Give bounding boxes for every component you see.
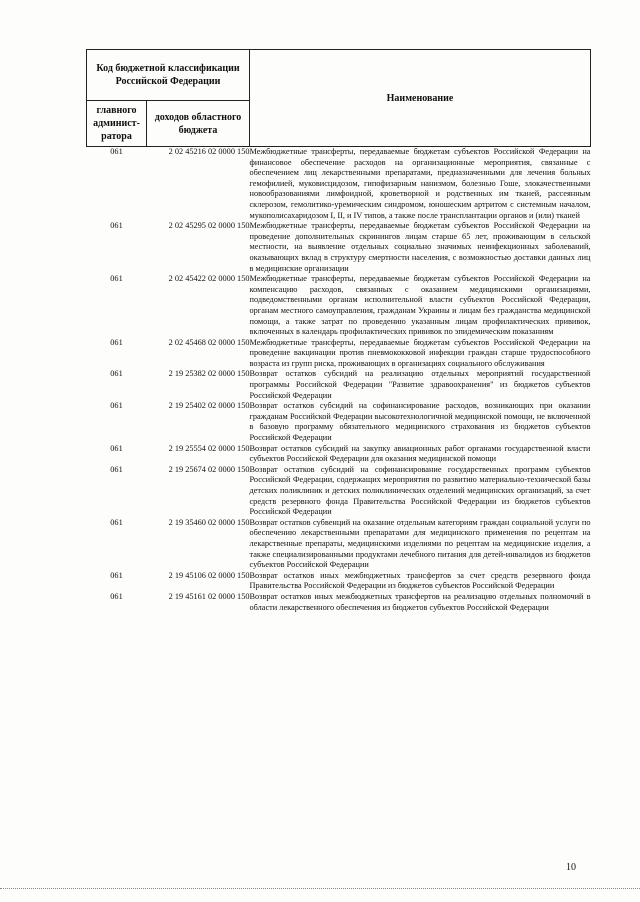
admin-code-cell: 061 xyxy=(110,464,123,474)
admin-code-cell: 061 xyxy=(110,591,123,601)
name-cell: Возврат остатков субвенций на оказание отдельным категориям граждан социальной услуги по обеспечению лекарственными препаратами для медицинского применения по рецептам на лекарственные препараты, медицинскими изделиями по рецептам на медицинские изделия, а также специализированными продуктами лечебного питания для детей-инвалидов из бюджетов субъектов Российской Федерации xyxy=(249,517,591,570)
admin-code-cell: 061 xyxy=(110,570,123,580)
income-code-cell: 2 19 45161 02 0000 150 xyxy=(168,591,250,601)
income-column-header: доходов областного бюджета xyxy=(147,101,250,147)
table-row xyxy=(87,369,591,401)
code-group-header: Код бюджетной классификации Российской Федерации xyxy=(87,50,250,101)
budget-classification-table xyxy=(86,49,591,613)
name-cell: Межбюджетные трансферты, передаваемые бюджетам субъектов Российской Федерации на компенсацию расходов, связанных с оказанием медицинскими организациями, подведомственными органам исполнительной власти субъектов Российской Федерации, органам местного самоуправления, гражданам Украины и лицам без гражданства медицинской помощи, а также затрат по проведению указанным лицам профилактических прививок, включенных в календарь профилактических прививок по эпидемическим показаниям xyxy=(249,274,591,337)
income-code-cell: 2 19 25674 02 0000 150 xyxy=(168,464,250,474)
table-row xyxy=(87,147,591,222)
table-row xyxy=(87,592,591,613)
income-code-cell: 2 02 45422 02 0000 150 xyxy=(168,274,250,284)
admin-code-cell: 061 xyxy=(110,401,123,411)
name-cell: Межбюджетные трансферты, передаваемые бюджетам субъектов Российской Федерации на проведение дополнительных скринингов лицам старше 65 лет, проживающим в сельской местности, на выявление отдельных социально значимых неинфекционных заболеваний, оказывающих вклад в структуру смертности населения, с возможностью доставки данных лиц в медицинские организации xyxy=(249,221,591,273)
table-row xyxy=(87,401,591,443)
table-row xyxy=(87,221,591,274)
admin-code-cell: 061 xyxy=(110,274,123,284)
admin-code-cell: 061 xyxy=(110,517,123,527)
income-code-cell: 2 19 25382 02 0000 150 xyxy=(168,369,250,379)
bottom-divider xyxy=(0,888,640,889)
admin-code-cell: 061 xyxy=(110,147,123,156)
table-row xyxy=(87,571,591,592)
page-number: 10 xyxy=(566,862,576,873)
admin-code-cell: 061 xyxy=(110,369,123,379)
name-cell: Возврат остатков субсидий на реализацию отдельных мероприятий государственной программы Российской Федерации "Развитие здравоохранения" из бюджетов субъектов Российской Федерации xyxy=(249,369,591,400)
table-row xyxy=(87,465,591,518)
admin-code-cell: 061 xyxy=(110,443,123,453)
table-row xyxy=(87,274,591,338)
income-code-cell: 2 02 45295 02 0000 150 xyxy=(168,221,250,231)
income-code-cell: 2 02 45468 02 0000 150 xyxy=(168,337,250,347)
name-cell: Межбюджетные трансферты, передаваемые бюджетам субъектов Российской Федерации на финансовое обеспечение расходов на организационные мероприятия, связанные с обеспечением лиц лекарственными препаратами, предназначенными для лечения больных гемофилией, муковисцидозом, гипофизарным нанизмом, болезнью Гоше, злокачественными новообразованиями лимфоидной, кроветворной и родственных им тканей, рассеянным склерозом, гемолитико-уремическим синдромом, юношеским артритом с системным началом, мукополисахаридозом I, II, и IV типов, а также после трансплантации органов и (или) тканей xyxy=(249,147,591,220)
admin-code-cell: 061 xyxy=(110,221,123,231)
name-cell: Возврат остатков иных межбюджетных трансфертов на реализацию отдельных полномочий в области лекарственного обеспечения из бюджетов субъектов Российской Федерации xyxy=(249,591,591,612)
table-row xyxy=(87,338,591,370)
income-code-cell: 2 02 45216 02 0000 150 xyxy=(168,147,250,156)
income-code-cell: 2 19 45106 02 0000 150 xyxy=(168,570,250,580)
name-cell: Возврат остатков субсидий на закупку авиационных работ органами государственной власти субъектов Российской Федерации для оказания медицинской помощи xyxy=(249,443,591,464)
name-cell: Возврат остатков субсидий на софинансирование государственных программ субъектов Российской Федерации, содержащих мероприятия по развитию материально-технической базы детских поликлиник и детских поликлинических отделений медицинских организаций, за счет средств резервного фонда Правительства Российской Федерации из бюджетов субъектов Российской Федерации xyxy=(249,464,591,517)
income-code-cell: 2 19 25402 02 0000 150 xyxy=(168,401,250,411)
income-code-cell: 2 19 35460 02 0000 150 xyxy=(168,517,250,527)
name-cell: Возврат остатков иных межбюджетных трансфертов за счет средств резервного фонда Правительства Российской Федерации из бюджетов субъектов Российской Федерации xyxy=(249,570,591,591)
name-column-header: Наименование xyxy=(250,50,591,147)
name-cell: Возврат остатков субсидий на софинансирование расходов, возникающих при оказании гражданам Российской Федерации высокотехнологичной медицинской помощи, не включенной в базовую программу обязательного медицинского страхования из бюджетов субъектов Российской Федерации xyxy=(249,401,591,443)
table-row xyxy=(87,444,591,465)
table-row xyxy=(87,518,591,571)
admin-column-header: главного админист-ратора xyxy=(87,101,147,147)
income-code-cell: 2 19 25554 02 0000 150 xyxy=(168,443,250,453)
name-cell: Межбюджетные трансферты, передаваемые бюджетам субъектов Российской Федерации на проведение вакцинации против пневмококковой инфекции граждан старше трудоспособного возраста из групп риска, проживающих в организациях социального обслуживания xyxy=(249,337,591,368)
admin-code-cell: 061 xyxy=(110,337,123,347)
table-body xyxy=(87,147,591,614)
